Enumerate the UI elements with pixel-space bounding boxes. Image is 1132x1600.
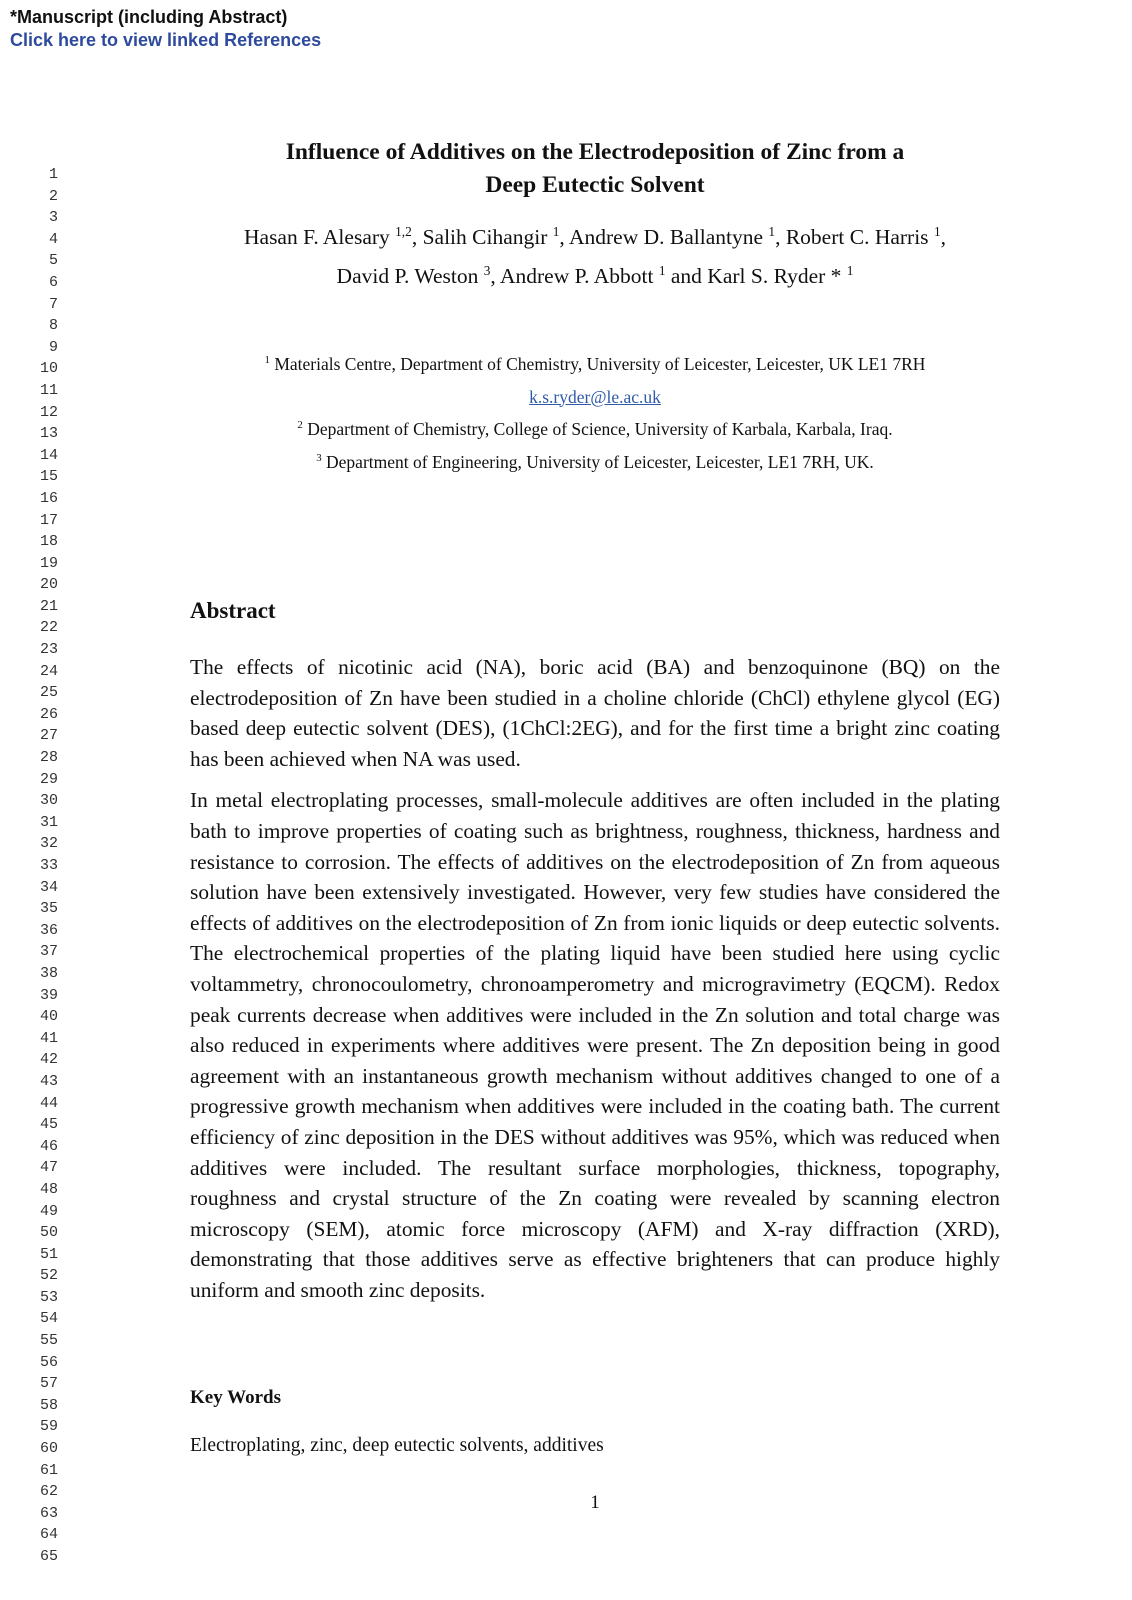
affiliation-marker: 3	[316, 451, 322, 464]
author-name: , Salih Cihangir	[411, 225, 553, 249]
line-number: 38	[39, 964, 58, 982]
line-number: 53	[39, 1288, 58, 1306]
line-number: 49	[39, 1202, 58, 1220]
line-number: 48	[39, 1180, 58, 1198]
line-number: 55	[39, 1332, 58, 1350]
keywords-text: Electroplating, zinc, deep eutectic solvents, additives	[190, 1435, 604, 1456]
line-number: 25	[39, 684, 58, 702]
manuscript-type-label: *Manuscript (including Abstract)	[10, 7, 288, 27]
paper-title	[190, 136, 1000, 202]
author-list	[190, 218, 1000, 296]
line-number: 8	[48, 317, 58, 335]
line-number: 37	[39, 943, 58, 961]
abstract-heading: Abstract	[190, 598, 276, 623]
abstract-body	[190, 652, 1000, 1316]
author-name: David P. Weston	[336, 264, 484, 288]
line-number: 29	[39, 770, 58, 788]
line-number: 65	[39, 1548, 58, 1565]
line-number: 36	[39, 921, 58, 939]
line-number: 12	[39, 403, 58, 421]
line-number: 52	[39, 1267, 58, 1285]
corresponding-author-name: and Karl S. Ryder *	[665, 264, 847, 288]
line-number: 24	[39, 662, 58, 680]
author-name: , Andrew P. Abbott	[490, 264, 659, 288]
line-number: 16	[39, 489, 58, 507]
line-number: 46	[39, 1137, 58, 1155]
line-number: 11	[39, 381, 58, 399]
affiliation-text: Materials Centre, Department of Chemistry, University of Leicester, Leicester, UK LE1 7RH	[269, 354, 926, 374]
line-number: 33	[39, 857, 58, 874]
line-number: 39	[39, 986, 58, 1004]
line-number: 19	[39, 554, 58, 572]
author-affiliation-marker: 1	[658, 262, 666, 278]
line-number: 10	[39, 360, 58, 378]
affiliation-marker: 2	[297, 419, 303, 432]
line-number: 47	[39, 1159, 58, 1177]
line-number: 43	[39, 1072, 58, 1090]
linked-references-link[interactable]: Click here to view linked References	[10, 30, 322, 50]
line-number: 7	[48, 295, 58, 313]
author-name: , Robert C. Harris	[775, 225, 934, 249]
paper-title-line-1: Influence of Additives on the Electrodeposition of Zinc from a	[285, 139, 905, 165]
line-number: 45	[39, 1116, 58, 1134]
line-number: 59	[39, 1418, 58, 1436]
line-number: 6	[48, 273, 58, 291]
line-number: 4	[48, 230, 58, 248]
author-affiliation-marker: 1	[846, 262, 854, 278]
abstract-paragraph-1: The effects of nicotinic acid (NA), boric acid (BA) and benzoquinone (BQ) on the electrodeposition of Zn have been studied in a choline chloride (ChCl) ethylene glycol (EG) based deep eutectic solvent (DES), (1ChCl:2EG), and for the first time a bright zinc coating has been achieved when NA was used.	[190, 655, 1000, 771]
line-number: 3	[48, 209, 58, 227]
line-number: 35	[39, 900, 58, 918]
line-number: 5	[48, 252, 58, 270]
email-row	[190, 381, 1000, 414]
line-number: 9	[48, 338, 58, 356]
author-row-2	[190, 257, 1000, 296]
affiliation-text: Department of Engineering, University of Leicester, Leicester, LE1 7RH, UK.	[321, 451, 874, 472]
line-number: 18	[39, 533, 58, 551]
affiliation-3	[190, 446, 1000, 479]
line-number: 28	[39, 749, 58, 767]
line-number: 56	[39, 1353, 58, 1371]
line-number: 61	[39, 1461, 58, 1479]
author-affiliation-marker: 1	[768, 223, 776, 239]
abstract-paragraph-2: In metal electroplating processes, small-molecule additives are often included in the plating bath to improve properties of coating such as brightness, roughness, thickness, hardness and resistance to corrosion. The effects of additives on the electrodeposition of Zn from aqueous solution have been extensively investigated. However, very few studies have considered the effects of additives on the electrodeposition of Zn from ionic liquids or deep eutectic solvents. The electrochemical properties of the plating liquid have been studied here using cyclic voltammetry, chronocoulometry, chronoamperometry and microgravimetry (EQCM). Redox peak currents decrease when additives were included in the Zn solution and total charge was also reduced in experiments where additives were present. The Zn deposition being in good agreement with an instantaneous growth mechanism without additives changed to one of a progressive growth mechanism when additives were included in the coating bath. The current efficiency of zinc deposition in the DES without additives was 95%, which was reduced when additives were included. The resultant surface morphologies, thickness, topography, roughness and crystal structure of the Zn coating were revealed by scanning electron microscopy (SEM), atomic force microscopy (AFM) and X-ray diffraction (XRD), demonstrating that those additives serve as effective brighteners that can produce highly uniform and smooth zinc deposits.	[190, 788, 1000, 1302]
manuscript-header	[10, 6, 321, 52]
keywords-heading: Key Words	[190, 1387, 281, 1408]
line-number: 26	[39, 705, 58, 723]
corresponding-email-link[interactable]: k.s.ryder@le.ac.uk	[529, 386, 661, 407]
line-number: 54	[39, 1310, 58, 1328]
affiliation-1	[190, 348, 1000, 381]
line-number: 1	[48, 166, 58, 183]
line-number: 22	[39, 619, 58, 637]
line-number: 13	[39, 425, 58, 443]
author-name: , Andrew D. Ballantyne	[559, 225, 769, 249]
line-number: 30	[39, 792, 58, 810]
line-number: 44	[39, 1094, 58, 1112]
author-affiliation-marker: 1,2	[395, 223, 412, 239]
line-number: 14	[39, 446, 58, 464]
line-number: 63	[39, 1504, 58, 1522]
author-name: Hasan F. Alesary	[244, 225, 396, 249]
page-number: 1	[590, 1492, 600, 1513]
line-number: 15	[39, 468, 58, 486]
author-separator: ,	[940, 225, 946, 249]
line-number: 62	[39, 1483, 58, 1501]
line-number: 2	[48, 187, 58, 205]
author-affiliation-marker: 3	[483, 262, 491, 278]
author-affiliation-marker: 1	[552, 223, 560, 239]
paper-title-line-2: Deep Eutectic Solvent	[485, 172, 705, 198]
line-number: 57	[39, 1375, 58, 1393]
line-number: 23	[39, 641, 58, 659]
author-row-1	[190, 218, 1000, 257]
line-number: 40	[39, 1008, 58, 1026]
line-number: 27	[39, 727, 58, 745]
line-number: 50	[39, 1224, 58, 1242]
line-number: 41	[39, 1029, 58, 1047]
line-number: 60	[39, 1440, 58, 1458]
line-number: 64	[39, 1526, 58, 1544]
line-number: 21	[39, 597, 58, 615]
line-number: 42	[39, 1051, 58, 1069]
affiliation-marker: 1	[264, 354, 270, 367]
line-number-gutter	[0, 164, 58, 1568]
line-number: 32	[39, 835, 58, 853]
author-affiliation-marker: 1	[933, 223, 941, 239]
line-number: 20	[39, 576, 58, 594]
line-number: 34	[39, 878, 58, 896]
affiliation-list	[190, 348, 1000, 478]
affiliation-text: Department of Chemistry, College of Science, University of Karbala, Karbala, Iraq.	[302, 419, 893, 439]
line-number: 51	[39, 1245, 58, 1263]
line-number: 17	[39, 511, 58, 529]
affiliation-2	[190, 413, 1000, 446]
line-number: 31	[39, 813, 58, 831]
line-number: 58	[39, 1396, 58, 1414]
